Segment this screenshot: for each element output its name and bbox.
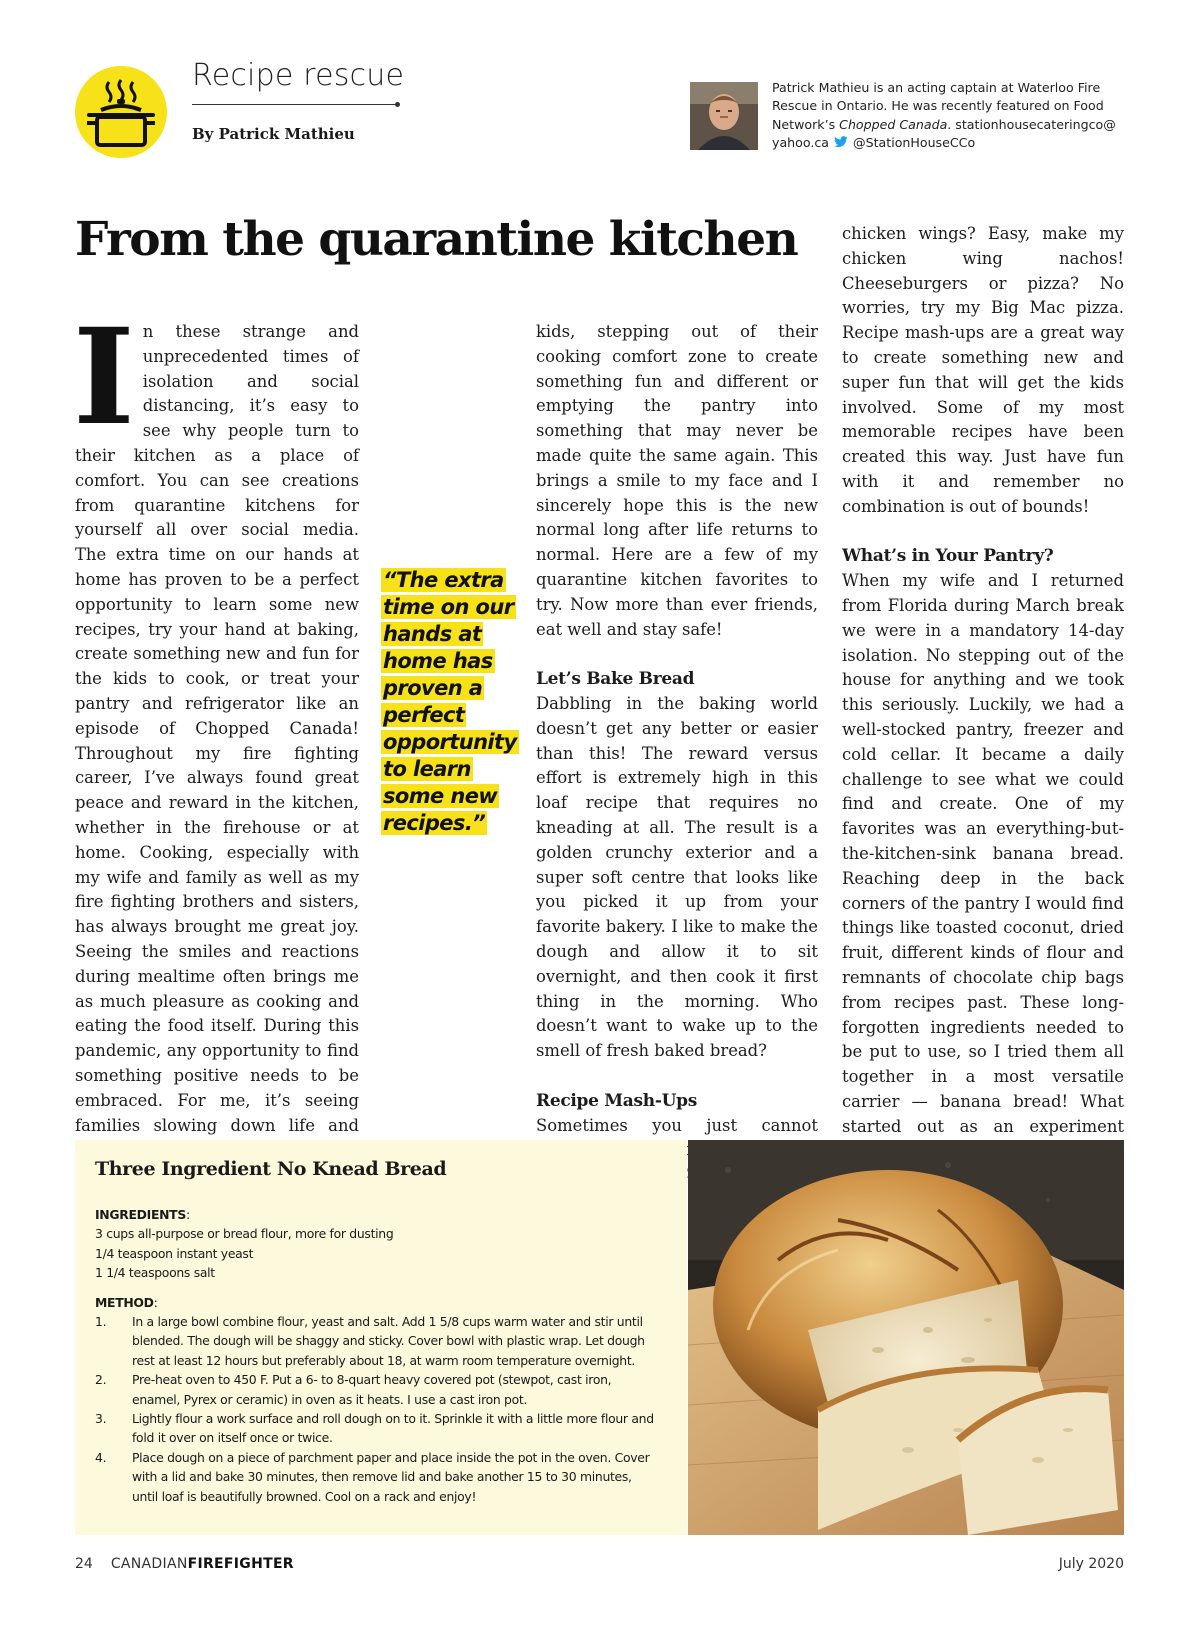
mashup-subheading: Recipe Mash-Ups bbox=[536, 1090, 697, 1111]
issue-date: July 2020 bbox=[1058, 1556, 1124, 1572]
intro-continued: kids, stepping out of their cooking comfort zone to create something fun and different or emptying the pantry into something that may never be made quite the same again. This brings a smile to my face and I sincerely hope this is the new normal long after life returns to normal. Here are a few of my quarantine kitchen favorites to try. Now more than ever friends, eat well and stay safe! bbox=[536, 322, 818, 639]
ingredient-item: 1 1/4 teaspoons salt bbox=[95, 1265, 215, 1281]
bread-photo bbox=[688, 1140, 1124, 1535]
show-name: Chopped Canada bbox=[839, 116, 948, 132]
recipe-box bbox=[75, 1140, 687, 1535]
drop-cap: I bbox=[73, 300, 135, 455]
bread-subheading: Let’s Bake Bread bbox=[536, 669, 695, 690]
pantry-paragraph bbox=[842, 569, 1124, 1189]
intro-paragraph: n these strange and unprecedented times of isolation and social distancing, it’s easy to see why people turn to their kitchen as a place of comfort. You can see creations from quarantine kitchens for yourself all over social media. The extra time on our hands at home has proven to be a perfect opportunity to learn some new recipes, try your hand at baking, create something new and fun for the kids to cook, or treat your pantry and refrigerator like an episode of Chopped Canada! Throughout my fire fighting career, I’ve always found great peace and reward in the kitchen, whether in the firehouse or at home. Cooking, especially with my wife and family as well as my fire fighting brothers and sisters, has always brought me great joy. Seeing the smiles and reactions during mealtime often brings me as much pleasure as cooking and eating the food itself. During this pandemic, any opportunity to find something positive needs to be embraced. For me, it’s seeing families slowing down life and bbox=[75, 322, 359, 1135]
recipe-body bbox=[95, 1205, 655, 1506]
ingredient-item: 1/4 teaspoon instant yeast bbox=[95, 1245, 254, 1261]
publication-name: CANADIANFIREFIGHTER bbox=[110, 1556, 294, 1572]
article-column-3 bbox=[842, 222, 1124, 1189]
twitter-handle[interactable]: @StationHouseCCo bbox=[853, 135, 976, 151]
ingredients-heading: INGREDIENTS: bbox=[95, 1207, 190, 1222]
pull-quote-text: “The extra time on our hands at home has proven a perfect opportunity to learn some new recipes.” bbox=[383, 568, 517, 835]
pull-quote bbox=[381, 567, 521, 837]
method-step: 3. Lightly flour a work surface and roll dough on to it. Sprinkle it with a little more flour and fold it over on itself once or twice. bbox=[95, 1411, 654, 1446]
header-divider bbox=[192, 104, 397, 105]
bio-text: Patrick Mathieu is an acting captain at Waterloo Fire Rescue in Ontario. He was recently featured on Food Network’s bbox=[772, 80, 1104, 132]
ingredient-item: 3 cups all-purpose or bread flour, more for dusting bbox=[95, 1226, 394, 1242]
mashup-paragraph: Sometimes you just cannot bbox=[536, 1115, 818, 1135]
method-step: 2. Pre-heat oven to 450 F. Put a 6- to 8-quart heavy covered pot (stewpot, cast iron, enamel, Pyrex or ceramic) in oven as it heats. I use a cast iron pot. bbox=[95, 1372, 612, 1407]
method-step: 1. In a large bowl combine flour, yeast and salt. Add 1 5/8 cups warm water and stir until blended. The dough will be shaggy and sticky. Cover bowl with plastic wrap. Let dough rest at least 12 hours but preferably about 18, at warm room temperature overnight. bbox=[95, 1314, 645, 1368]
recipe-title: Three Ingredient No Knead Bread bbox=[95, 1158, 447, 1180]
article-column-1 bbox=[73, 300, 359, 1163]
pantry-text: When my wife and I returned from Florida during March break we were in a mandatory 14-day isolation. No stepping out of the house for anything and we took this seriously. Luckily, we had a well-stocked pantry, freezer and cold cellar. It became a daily challenge to see what we could find and create. One of my favorites was an everything-but-the-kitchen-sink banana bread. Reaching deep in the back corners of the pantry I would find things like toasted coconut, dried fruit, different kinds of flour and remnants of chocolate chip bags from recipes past. These long-forgotten ingredients needed to be put to use, so I tried them all together in a most versatile carrier — banana bread! What started out as an experiment bbox=[842, 571, 1124, 1136]
page-footer bbox=[75, 1556, 294, 1572]
pantry-subheading: What’s in Your Pantry? bbox=[842, 546, 1054, 567]
twitter-icon bbox=[833, 136, 849, 148]
recipe-rescue-logo bbox=[75, 66, 167, 158]
article-headline: From the quarantine kitchen bbox=[75, 212, 798, 267]
method-heading: METHOD: bbox=[95, 1294, 158, 1310]
method-step: 4. Place dough on a piece of parchment paper and place inside the pot in the oven. Cover with a lid and bake 30 minutes, then remove lid and bake another 15 to 30 minutes, until loaf is beautifully browned. Cool on a rack and enjoy! bbox=[95, 1449, 650, 1504]
page-number: 24 bbox=[75, 1556, 93, 1572]
bread-paragraph: Dabbling in the baking world doesn’t get any better or easier than this! The reward versus effort is extremely high in this loaf recipe that requires no kneading at all. The result is a golden crunchy exterior and a super soft centre that looks like you picked it up from your favorite bakery. I like to make the dough and allow it to sit overnight, and then cook it first thing in the morning. Who doesn’t want to wake up to the smell of fresh baked bread? bbox=[536, 693, 818, 1061]
cooking-pot-icon bbox=[75, 66, 167, 158]
mashup-continued: chicken wings? Easy, make my chicken wing nachos! Cheeseburgers or pizza? No worries, try my Big Mac pizza. Recipe mash-ups are a great way to create something new and super fun that will get the kids involved. Some of my most memorable recipes have been created this way. Just have fun with it and remember no combination is out of bounds! bbox=[842, 224, 1124, 516]
author-photo bbox=[690, 82, 758, 150]
section-title: Recipe rescue bbox=[192, 58, 405, 93]
byline: By Patrick Mathieu bbox=[192, 125, 355, 143]
method-steps bbox=[95, 1312, 655, 1506]
article-column-2 bbox=[536, 320, 818, 1213]
author-bio bbox=[772, 79, 1122, 153]
bio-contact[interactable]: . stationhousecateringco@ yahoo.ca bbox=[772, 116, 1116, 151]
